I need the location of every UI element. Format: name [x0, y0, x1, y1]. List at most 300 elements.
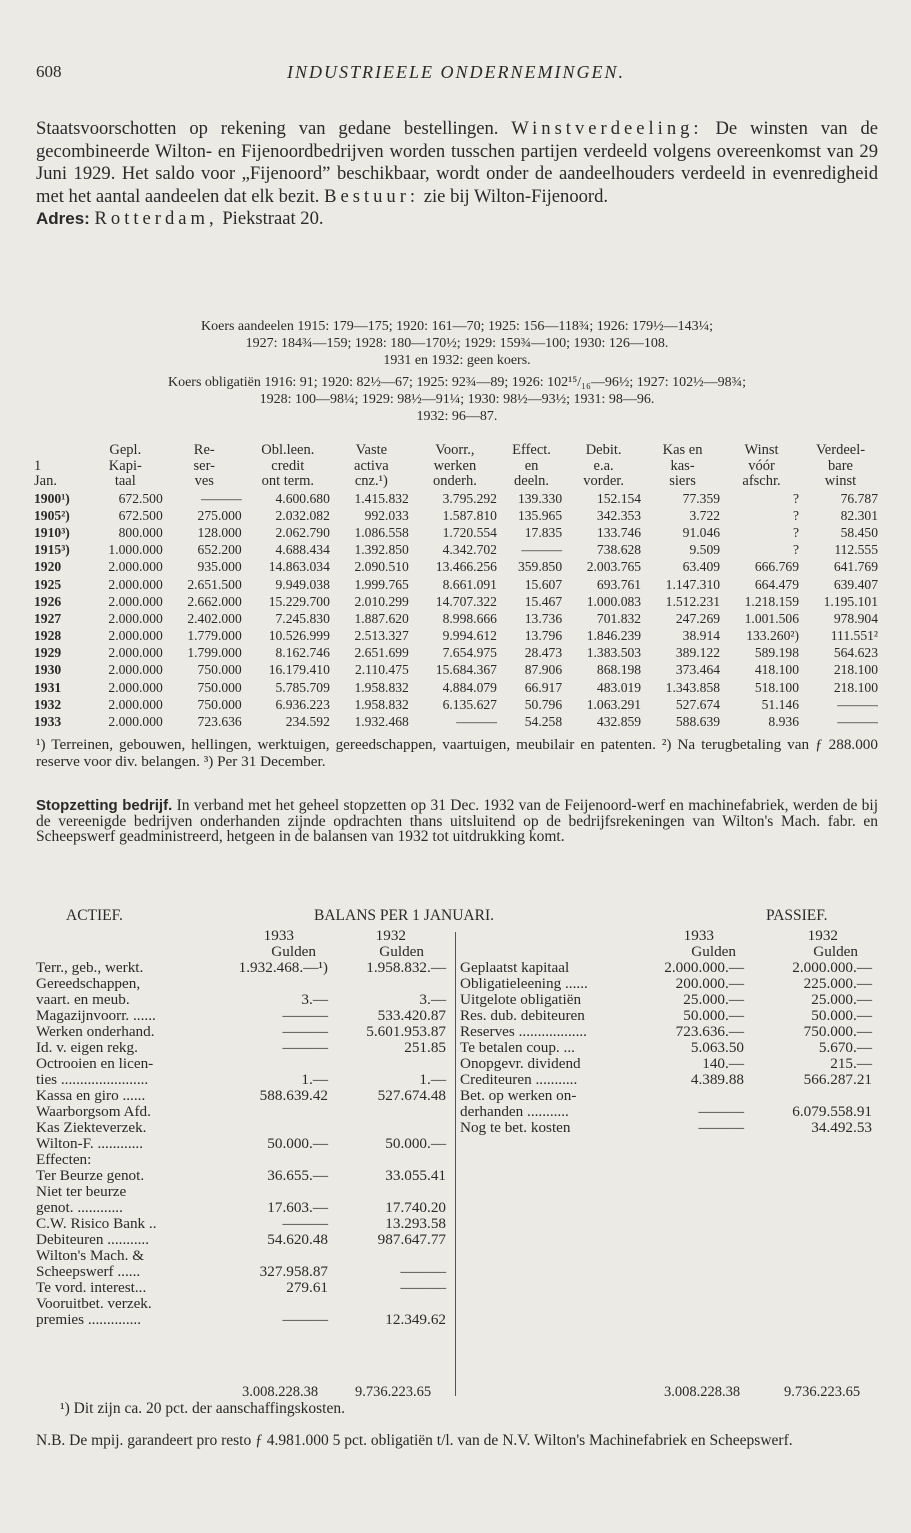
passief-label: Nog te bet. kosten [460, 1119, 571, 1136]
value-cell: 4.600.680 [275, 490, 330, 506]
actief-row [36, 1136, 446, 1152]
nb-note: N.B. De mpij. garandeert pro resto ƒ 4.981.000 5 pct. obligatiën t/l. van de N.V. Wilton's Machinefabriek en Scheepswerf. [36, 1432, 793, 1449]
table-row [32, 610, 880, 627]
value-cell: 51.146 [761, 696, 799, 712]
actief-value: ——— [400, 1279, 446, 1296]
passief-value: 723.636.— [675, 1023, 744, 1040]
stopzetting-text: In verband met het geheel stopzetten op 31 Dec. 1932 van de Feijenoord-werf en machinefabriek, werden de bij de vereenigde bedrijven onderhanden zijnde opdrachten thans uitsluitend op de bedrijfsrekeningen van Wilton's Mach. fabr. en Scheepswerf geadministreerd, hetgeen in de balansen van 1932 tot uitdrukking komt. [36, 797, 878, 846]
passief-label: Bet. op werken on- [460, 1087, 577, 1104]
value-cell: 7.654.975 [442, 645, 497, 661]
bestuur-label: Bestuur: [324, 185, 420, 207]
table-body [32, 490, 880, 731]
koers-obligatien-line: 1928: 100—98¼; 1929: 98½—91¼; 1930: 98½—93½; 1931: 98—96. [259, 392, 655, 407]
value-cell: 2.000.000 [108, 714, 163, 730]
stopzetting-label: Stopzetting bedrijf. [36, 797, 173, 814]
value-cell: ——— [521, 542, 563, 558]
table-row [32, 627, 880, 644]
value-cell: 666.769 [754, 559, 799, 575]
value-cell: 38.914 [682, 628, 721, 644]
year-cell: 1905²) [34, 507, 70, 523]
value-cell: 1.779.000 [187, 628, 242, 644]
value-cell: 275.000 [197, 507, 242, 523]
value-cell: 750.000 [197, 696, 242, 712]
value-cell: 15.229.700 [268, 593, 330, 609]
header-cell: kas- [670, 457, 695, 474]
year-cell: 1915³) [34, 542, 70, 558]
actief-value: 50.000.— [267, 1135, 328, 1152]
passief-row [460, 1024, 876, 1040]
header-cell: vóór [748, 457, 775, 474]
actief-value: 279.61 [286, 1279, 328, 1296]
passief-value: 566.287.21 [803, 1071, 872, 1088]
value-cell: 1.218.159 [744, 593, 799, 609]
value-cell: 693.761 [596, 576, 642, 592]
passief-column [460, 928, 876, 1136]
table-header-row [32, 459, 880, 475]
value-cell: 8.162.746 [275, 645, 330, 661]
passief-label: Obligatieleening ...... [460, 975, 588, 992]
table-header-row [32, 474, 880, 490]
actief-row [36, 1312, 446, 1328]
table-row [32, 696, 880, 713]
financial-history-table [32, 443, 880, 730]
actief-column [36, 928, 446, 1328]
header-cell: onderh. [432, 473, 477, 490]
actief-value: ——— [282, 1215, 328, 1232]
table-row [32, 661, 880, 678]
actief-row [36, 1200, 446, 1216]
passief-total-1932: 9.736.223.65 [784, 1384, 861, 1400]
table-row [32, 644, 880, 661]
header-cell: ser- [193, 457, 215, 474]
actief-label: Debiteuren ........... [36, 1231, 150, 1248]
value-cell: 1.999.765 [354, 576, 409, 592]
column-divider [455, 932, 456, 1396]
passief-value: 50.000.— [811, 1007, 872, 1024]
koers-aandeelen-line: 1931 en 1932: geen koers. [383, 353, 531, 368]
actief-row [36, 1264, 446, 1280]
actief-label: premies .............. [36, 1311, 142, 1328]
table-row [32, 593, 880, 610]
value-cell: 111.551² [830, 628, 878, 644]
actief-row [36, 1232, 446, 1248]
value-cell: 1.512.231 [665, 593, 721, 609]
year-cell: 1933 [34, 714, 62, 730]
year-cell: 1932 [34, 696, 62, 712]
actief-value: 1.958.832.— [366, 959, 446, 976]
actief-unit-2: Gulden [379, 943, 424, 960]
header-cell: en [524, 457, 539, 474]
actief-label: Vooruitbet. verzek. [36, 1295, 152, 1312]
value-cell: 2.000.000 [108, 645, 163, 661]
actief-year-1: 1933 [263, 927, 294, 944]
value-cell: 6.135.627 [442, 696, 497, 712]
passief-value: 140.— [702, 1055, 744, 1072]
value-cell: 1.846.239 [586, 628, 642, 644]
value-cell: 1.195.101 [823, 593, 878, 609]
actief-year-2: 1932 [375, 927, 406, 944]
value-cell: 2.000.000 [108, 696, 163, 712]
value-cell: 652.200 [197, 542, 242, 558]
value-cell: 9.949.038 [275, 576, 330, 592]
value-cell: 1.932.468 [354, 714, 409, 730]
value-cell: 992.033 [364, 507, 409, 523]
value-cell: 2.000.000 [108, 610, 163, 626]
year-cell: 1931 [34, 679, 62, 695]
table-row [32, 558, 880, 575]
actief-label: Te vord. interest... [36, 1279, 147, 1296]
passief-value: 25.000.— [683, 991, 744, 1008]
value-cell: 10.526.999 [268, 628, 330, 644]
header-cell: Kapi- [108, 457, 142, 474]
value-cell: 2.000.000 [108, 576, 163, 592]
actief-row [36, 1040, 446, 1056]
passief-value: 2.000.000.— [664, 959, 744, 976]
year-cell: 1929 [34, 645, 62, 661]
actief-year-header [36, 928, 446, 944]
actief-value: 54.620.48 [267, 1231, 328, 1248]
actief-value: 50.000.— [385, 1135, 446, 1152]
actief-row [36, 976, 446, 992]
value-cell: 750.000 [197, 662, 242, 678]
table-row [32, 490, 880, 507]
value-cell: 13.466.256 [435, 559, 497, 575]
value-cell: 6.936.223 [275, 696, 330, 712]
passief-label: derhanden ........... [460, 1103, 569, 1120]
header-cell: deeln. [514, 473, 550, 490]
value-cell: 935.000 [197, 559, 242, 575]
value-cell: 15.684.367 [435, 662, 497, 678]
year-cell: 1928 [34, 628, 62, 644]
header-cell: vorder. [583, 473, 624, 490]
actief-value: ——— [400, 1263, 446, 1280]
running-title: INDUSTRIEELE ONDERNEMINGEN. [287, 62, 625, 82]
value-cell: 77.359 [682, 490, 721, 506]
actief-value: 17.603.— [267, 1199, 328, 1216]
adres-city: Rotterdam, [94, 208, 218, 230]
passief-row [460, 1088, 876, 1104]
actief-label: Ter Beurze genot. [36, 1167, 145, 1184]
value-cell: 2.000.000 [108, 662, 163, 678]
actief-value: ——— [282, 1023, 328, 1040]
actief-value: 327.958.87 [259, 1263, 328, 1280]
passief-value: 34.492.53 [811, 1119, 872, 1136]
value-cell: 418.100 [754, 662, 799, 678]
passief-row [460, 1040, 876, 1056]
value-cell: 13.736 [524, 610, 563, 626]
actief-value: 1.— [419, 1071, 446, 1088]
actief-value: ——— [282, 1311, 328, 1328]
actief-value: 17.740.20 [385, 1199, 446, 1216]
actief-label: Magazijnvoorr. ...... [36, 1007, 156, 1024]
value-cell: 1.383.503 [586, 645, 642, 661]
value-cell: 527.674 [675, 696, 721, 712]
value-cell: 641.769 [833, 559, 878, 575]
value-cell: 2.110.475 [354, 662, 409, 678]
passief-value: 25.000.— [811, 991, 872, 1008]
value-cell: 14.707.322 [435, 593, 497, 609]
actief-label: Scheepswerf ...... [36, 1263, 141, 1280]
header-cell: Vaste [355, 442, 388, 459]
adres-label: Adres: [36, 209, 90, 229]
value-cell: 152.154 [596, 490, 642, 506]
actief-row [36, 1008, 446, 1024]
value-cell: 1.720.554 [442, 524, 497, 540]
year-cell: 1927 [34, 610, 62, 626]
value-cell: 2.032.082 [275, 507, 330, 523]
value-cell: 1.086.558 [354, 524, 409, 540]
koers-obligatien-line: Koers obligatiën 1916: 91; 1920: 82½—67; 1925: 92¾—89; 1926: 102¹⁵/₁₆—96½; 1927: 102½—98¾; [167, 375, 747, 390]
value-cell: 54.258 [524, 714, 563, 730]
value-cell: ——— [837, 696, 878, 712]
value-cell: 978.904 [833, 610, 878, 626]
value-cell: 15.467 [524, 593, 563, 609]
passief-value: 50.000.— [683, 1007, 744, 1024]
value-cell: 589.198 [754, 645, 799, 661]
value-cell: 1.392.850 [354, 542, 409, 558]
header-cell: Voorr., [435, 442, 475, 459]
header-cell: ves [194, 473, 214, 490]
actief-label: Kassa en giro ...... [36, 1087, 146, 1104]
header-cell: Debit. [585, 442, 622, 459]
value-cell: 3.722 [689, 507, 721, 523]
value-cell: 139.330 [517, 490, 563, 506]
passief-value: 225.000.— [803, 975, 872, 992]
value-cell: 588.639 [675, 714, 721, 730]
value-cell: 4.342.702 [442, 542, 497, 558]
actief-value: 36.655.— [267, 1167, 328, 1184]
value-cell: 218.100 [833, 662, 878, 678]
actief-row [36, 1280, 446, 1296]
value-cell: 16.179.410 [268, 662, 330, 678]
actief-label: Effecten: [36, 1151, 92, 1168]
value-cell: 5.785.709 [275, 679, 330, 695]
actief-value: 1.932.468.—¹) [238, 959, 328, 976]
value-cell: 2.000.000 [108, 559, 163, 575]
value-cell: ——— [200, 490, 242, 506]
header-cell: Obl.leen. [261, 442, 315, 459]
table-row [32, 507, 880, 524]
passief-label: Crediteuren ........... [460, 1071, 578, 1088]
table-header [32, 443, 880, 490]
actief-unit-header [36, 944, 446, 960]
actief-label: Wilton-F. ............ [36, 1135, 144, 1152]
header-cell: Jan. [34, 473, 57, 490]
passief-value: 4.389.88 [690, 1071, 744, 1088]
passief-row [460, 1120, 876, 1136]
passief-unit-1: Gulden [691, 943, 736, 960]
actief-total-1932: 9.736.223.65 [355, 1384, 432, 1400]
value-cell: 3.795.292 [442, 490, 497, 506]
value-cell: 58.450 [840, 524, 878, 540]
passief-row [460, 992, 876, 1008]
value-cell: 128.000 [197, 524, 242, 540]
actief-row [36, 1168, 446, 1184]
value-cell: 2.662.000 [187, 593, 242, 609]
value-cell: 1.000.083 [586, 593, 642, 609]
value-cell: 2.010.299 [354, 593, 409, 609]
actief-value: 533.420.87 [377, 1007, 446, 1024]
value-cell: 639.407 [833, 576, 878, 592]
header-cell [32, 443, 86, 459]
passief-value: 215.— [830, 1055, 872, 1072]
passief-row [460, 1072, 876, 1088]
value-cell: 135.965 [517, 507, 563, 523]
passief-year-header [460, 928, 876, 944]
value-cell: 1.001.506 [744, 610, 799, 626]
actief-value: 987.647.77 [377, 1231, 446, 1248]
header-cell: cnz.¹) [354, 473, 388, 490]
adres-street: Piekstraat 20. [222, 208, 324, 230]
value-cell: 8.661.091 [442, 576, 497, 592]
value-cell: ? [792, 490, 799, 506]
header-cell: Kas en [662, 442, 703, 459]
passief-label: Geplaatst kapitaal [460, 959, 570, 976]
actief-value: 588.639.42 [259, 1087, 328, 1104]
page-number: 608 [36, 62, 62, 81]
value-cell: 66.917 [524, 679, 563, 695]
passief-value: 200.000.— [675, 975, 744, 992]
value-cell: 133.746 [596, 524, 642, 540]
actief-row [36, 1072, 446, 1088]
value-cell: 1.147.310 [665, 576, 721, 592]
value-cell: 2.651.699 [354, 645, 409, 661]
passief-row [460, 1056, 876, 1072]
year-cell: 1910³) [34, 524, 70, 540]
value-cell: 359.850 [517, 559, 563, 575]
value-cell: ? [792, 542, 799, 558]
passief-label: Uitgelote obligatiën [460, 991, 582, 1008]
value-cell: 247.269 [675, 610, 721, 626]
actief-label: Waarborgsom Afd. [36, 1103, 151, 1120]
value-cell: 738.628 [596, 542, 642, 558]
actief-value: 5.601.953.87 [366, 1023, 446, 1040]
actief-label: vaart. en meub. [36, 991, 130, 1008]
value-cell: 672.500 [118, 490, 163, 506]
passief-value: 5.063.50 [690, 1039, 744, 1056]
table-row [32, 575, 880, 592]
actief-label: Terr., geb., werkt. [36, 959, 144, 976]
actief-label: ACTIEF. [66, 907, 123, 924]
header-cell: credit [271, 457, 305, 474]
koers-aandeelen-line: 1927: 184¾—159; 1928: 180—170½; 1929: 159¾—100; 1930: 126—108. [245, 336, 669, 351]
koers-aandeelen [36, 318, 878, 369]
intro-text-1: Staatsvoorschotten op rekening van gedane bestellingen. [36, 118, 499, 139]
value-cell: 13.796 [524, 628, 563, 644]
passief-value: ——— [698, 1119, 744, 1136]
value-cell: 91.046 [682, 524, 721, 540]
actief-row [36, 992, 446, 1008]
year-cell: 1900¹) [34, 490, 70, 506]
header-cell: afschr. [742, 473, 781, 490]
actief-value: 12.349.62 [385, 1311, 446, 1328]
header-cell: bare [828, 457, 853, 474]
header-cell: Gepl. [109, 442, 142, 459]
value-cell: 750.000 [197, 679, 242, 695]
actief-label: Werken onderhand. [36, 1023, 155, 1040]
actief-row [36, 1024, 446, 1040]
page-header [36, 62, 876, 86]
value-cell: 2.000.000 [108, 628, 163, 644]
value-cell: 4.688.434 [275, 542, 330, 558]
passief-label: Res. dub. debiteuren [460, 1007, 585, 1024]
actief-total-1933: 3.008.228.38 [242, 1384, 319, 1400]
year-cell: 1925 [34, 576, 62, 592]
intro-text-2: De winsten van de gecombineerde Wilton- en Fijenoordbedrijven worden tusschen partijen verdeeld volgens overeenkomst van 29 Juni 1929. Het saldo voor „Fijenoord” beschikbaar, wordt onder de aandeelhouders verdeeld in evenredigheid met het aantal aandeelen dat elk bezit. [36, 118, 878, 207]
passief-label: Te betalen coup. ... [460, 1039, 575, 1056]
actief-label: Gereedschappen, [36, 975, 141, 992]
passief-value: 2.000.000.— [792, 959, 872, 976]
passief-value: 5.670.— [818, 1039, 872, 1056]
value-cell: 234.592 [285, 714, 330, 730]
actief-row [36, 1296, 446, 1312]
value-cell: 2.090.510 [354, 559, 409, 575]
table-row [32, 679, 880, 696]
value-cell: 664.479 [754, 576, 799, 592]
passief-label: PASSIEF. [766, 907, 828, 924]
header-cell: e.a. [593, 457, 614, 474]
value-cell: 518.100 [754, 679, 799, 695]
koers-obligatien [36, 374, 878, 425]
header-cell: siers [669, 473, 696, 490]
passief-row [460, 960, 876, 976]
value-cell: 1.958.832 [354, 679, 409, 695]
actief-value: 3.— [301, 991, 328, 1008]
table-row [32, 713, 880, 730]
actief-row [36, 1152, 446, 1168]
passief-year-1: 1933 [683, 927, 714, 944]
passief-year-2: 1932 [807, 927, 838, 944]
value-cell: 1.415.832 [354, 490, 409, 506]
value-cell: 87.906 [524, 662, 563, 678]
passief-label: Onopgevr. dividend [460, 1055, 581, 1072]
value-cell: 1.000.000 [108, 542, 163, 558]
value-cell: 2.651.500 [187, 576, 242, 592]
passief-value: ——— [698, 1103, 744, 1120]
actief-value: ——— [282, 1039, 328, 1056]
value-cell: 373.464 [675, 662, 721, 678]
value-cell: 800.000 [118, 524, 163, 540]
actief-row [36, 1120, 446, 1136]
value-cell: 2.513.327 [354, 628, 409, 644]
actief-value: 527.674.48 [377, 1087, 446, 1104]
actief-value: 1.— [301, 1071, 328, 1088]
actief-label: Id. v. eigen rekg. [36, 1039, 138, 1056]
passief-row [460, 976, 876, 992]
actief-unit-1: Gulden [271, 943, 316, 960]
header-cell: activa [354, 457, 389, 474]
actief-row [36, 960, 446, 976]
value-cell: ? [792, 524, 799, 540]
header-cell: 1 [34, 457, 42, 474]
balance-title-row [36, 907, 878, 927]
actief-value: 33.055.41 [385, 1167, 446, 1184]
value-cell: 1.063.291 [586, 696, 642, 712]
passief-value: 750.000.— [803, 1023, 872, 1040]
value-cell: 9.994.612 [442, 628, 497, 644]
value-cell: 483.019 [596, 679, 642, 695]
balance-footnote: ¹) Dit zijn ca. 20 pct. der aanschaffingskosten. [60, 1400, 345, 1417]
header-cell: ont term. [261, 473, 314, 490]
actief-row [36, 1104, 446, 1120]
value-cell: 1.887.620 [354, 610, 409, 626]
value-cell: 868.198 [596, 662, 642, 678]
value-cell: 342.353 [596, 507, 642, 523]
passief-label: Reserves .................. [460, 1023, 587, 1040]
header-cell: taal [114, 473, 136, 490]
value-cell: 112.555 [834, 542, 878, 558]
value-cell: 9.509 [689, 542, 721, 558]
